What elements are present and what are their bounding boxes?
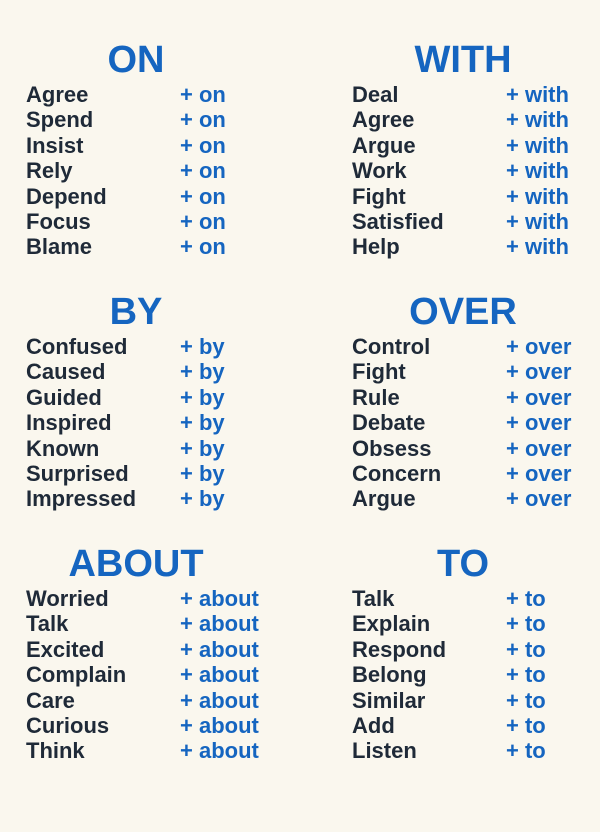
word-text: Obsess xyxy=(352,435,432,461)
word-text: Excited xyxy=(26,636,105,662)
preposition-text: + over xyxy=(506,384,572,410)
preposition-text: + to xyxy=(506,586,546,611)
word-row xyxy=(352,662,574,687)
preposition-text: + with xyxy=(506,107,569,133)
preposition-text: + to xyxy=(506,687,546,713)
preposition-text: + about xyxy=(180,662,259,688)
word-row xyxy=(352,385,574,410)
preposition-text: + over xyxy=(506,435,572,461)
word-text: Confused xyxy=(26,334,128,359)
preposition-text: + to xyxy=(506,636,546,662)
word-row xyxy=(352,184,574,209)
section-title: TO xyxy=(436,543,490,585)
word-text: Worried xyxy=(26,586,109,611)
word-text: Spend xyxy=(26,107,94,133)
preposition-text: + by xyxy=(180,384,225,410)
preposition-text: + to xyxy=(506,611,546,637)
word-row xyxy=(352,133,574,158)
word-row xyxy=(26,611,306,636)
preposition-text: + with xyxy=(506,82,569,107)
word-row xyxy=(26,209,306,234)
word-row xyxy=(26,637,306,662)
word-text: Rule xyxy=(352,384,400,410)
word-text: Deal xyxy=(352,82,399,107)
word-text: Help xyxy=(352,234,400,260)
word-row xyxy=(26,334,306,359)
section-title: OVER xyxy=(409,291,517,333)
word-row xyxy=(26,713,306,738)
preposition-text: + about xyxy=(180,611,259,637)
preposition-text: + on xyxy=(180,82,226,107)
preposition-text: + on xyxy=(180,158,226,184)
word-row xyxy=(352,486,574,511)
word-text: Fight xyxy=(352,359,406,385)
word-row xyxy=(352,82,574,107)
word-row xyxy=(26,461,306,486)
preposition-text: + over xyxy=(506,410,572,436)
word-text: Fight xyxy=(352,183,406,209)
word-text: Rely xyxy=(26,158,73,184)
preposition-text: + with xyxy=(506,132,569,158)
word-text: Insist xyxy=(26,132,84,158)
word-text: Debate xyxy=(352,410,426,436)
word-text: Caused xyxy=(26,359,106,385)
word-row xyxy=(26,385,306,410)
word-text: Focus xyxy=(26,208,91,234)
word-text: Inspired xyxy=(26,410,112,436)
word-row xyxy=(352,209,574,234)
preposition-text: + over xyxy=(506,359,572,385)
word-text: Concern xyxy=(352,460,442,486)
preposition-text: + by xyxy=(180,460,225,486)
word-row xyxy=(26,662,306,687)
preposition-text: + by xyxy=(180,410,225,436)
word-list xyxy=(26,586,306,764)
section-title: BY xyxy=(109,291,163,333)
word-text: Explain xyxy=(352,611,431,637)
preposition-text: + over xyxy=(506,334,572,359)
word-row xyxy=(26,359,306,384)
word-text: Impressed xyxy=(26,486,137,512)
preposition-text: + with xyxy=(506,234,569,260)
word-row xyxy=(26,586,306,611)
word-text: Think xyxy=(26,738,85,764)
word-row xyxy=(352,359,574,384)
word-row xyxy=(26,486,306,511)
word-row xyxy=(26,184,306,209)
preposition-text: + on xyxy=(180,107,226,133)
word-text: Similar xyxy=(352,687,426,713)
word-text: Control xyxy=(352,334,431,359)
word-row xyxy=(352,410,574,435)
word-text: Guided xyxy=(26,384,102,410)
word-text: Care xyxy=(26,687,75,713)
preposition-text: + to xyxy=(506,738,546,764)
word-text: Satisfied xyxy=(352,208,444,234)
word-row xyxy=(26,82,306,107)
section-title: ABOUT xyxy=(68,543,204,585)
preposition-text: + on xyxy=(180,132,226,158)
word-row xyxy=(352,738,574,763)
word-text: Blame xyxy=(26,234,93,260)
word-row xyxy=(352,461,574,486)
word-list xyxy=(26,82,306,260)
preposition-text: + by xyxy=(180,334,225,359)
word-list xyxy=(352,334,574,512)
word-text: Talk xyxy=(352,586,395,611)
word-text: Listen xyxy=(352,738,417,764)
preposition-text: + about xyxy=(180,636,259,662)
word-row xyxy=(26,688,306,713)
word-row xyxy=(26,738,306,763)
word-text: Talk xyxy=(26,611,69,637)
word-row xyxy=(26,410,306,435)
word-text: Curious xyxy=(26,712,110,738)
word-row xyxy=(352,637,574,662)
word-row xyxy=(352,586,574,611)
preposition-text: + by xyxy=(180,435,225,461)
preposition-text: + on xyxy=(180,208,226,234)
word-text: Known xyxy=(26,435,100,461)
preposition-text: + over xyxy=(506,460,572,486)
word-row xyxy=(352,688,574,713)
word-row xyxy=(26,436,306,461)
section-title: WITH xyxy=(414,39,512,81)
word-text: Agree xyxy=(26,82,89,107)
word-row xyxy=(352,107,574,132)
preposition-text: + with xyxy=(506,158,569,184)
word-text: Add xyxy=(352,712,395,738)
word-list xyxy=(352,586,574,764)
preposition-text: + to xyxy=(506,712,546,738)
preposition-text: + about xyxy=(180,687,259,713)
preposition-text: + about xyxy=(180,586,259,611)
word-row xyxy=(352,713,574,738)
word-row xyxy=(26,234,306,259)
word-text: Agree xyxy=(352,107,415,133)
word-text: Respond xyxy=(352,636,447,662)
preposition-text: + by xyxy=(180,486,225,512)
preposition-text: + about xyxy=(180,712,259,738)
preposition-text: + by xyxy=(180,359,225,385)
preposition-text: + over xyxy=(506,486,572,512)
word-row xyxy=(26,158,306,183)
word-text: Argue xyxy=(352,486,416,512)
word-list xyxy=(26,334,306,512)
word-text: Belong xyxy=(352,662,427,688)
word-row xyxy=(352,334,574,359)
word-row xyxy=(352,158,574,183)
word-row xyxy=(352,234,574,259)
word-text: Depend xyxy=(26,183,107,209)
word-text: Argue xyxy=(352,132,416,158)
word-text: Complain xyxy=(26,662,127,688)
preposition-text: + with xyxy=(506,183,569,209)
preposition-text: + on xyxy=(180,183,226,209)
word-row xyxy=(26,107,306,132)
word-text: Surprised xyxy=(26,460,129,486)
preposition-text: + on xyxy=(180,234,226,260)
word-text: Work xyxy=(352,158,407,184)
word-row xyxy=(352,611,574,636)
word-row xyxy=(352,436,574,461)
preposition-text: + about xyxy=(180,738,259,764)
word-row xyxy=(26,133,306,158)
preposition-text: + with xyxy=(506,208,569,234)
preposition-text: + to xyxy=(506,662,546,688)
word-list xyxy=(352,82,574,260)
section-title: ON xyxy=(107,39,165,81)
